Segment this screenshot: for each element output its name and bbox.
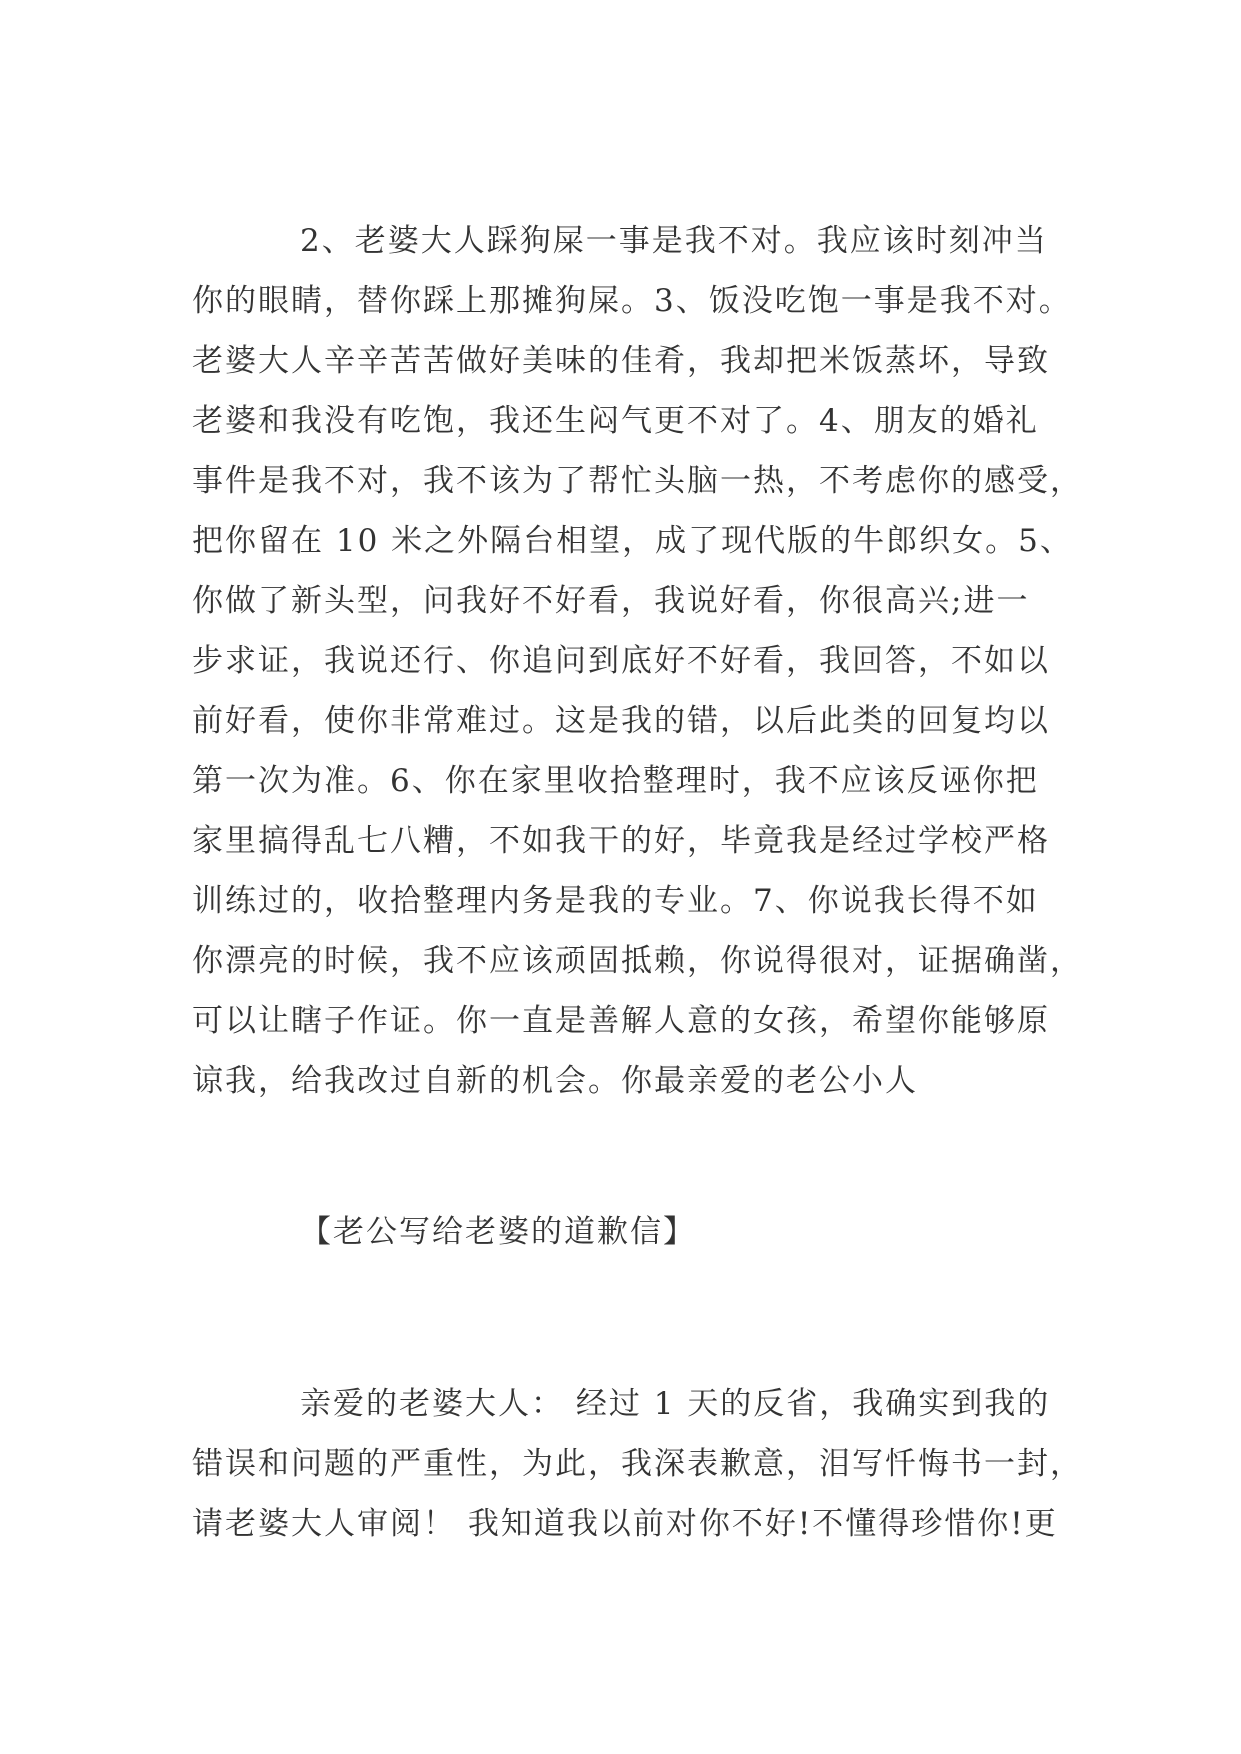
section-heading [300, 1202, 1180, 1262]
text-line: 步求证，我说还行、你追问到底好不好看，我回答，不如以 [192, 643, 1050, 679]
text-line: 第一次为准。6、你在家里收拾整理时，我不应该反诬你把 [192, 763, 1039, 799]
apology-paragraph-1 [192, 211, 1083, 1111]
text-line: 家里搞得乱七八糟，不如我干的好，毕竟我是经过学校严格 [192, 823, 1050, 859]
text-line: 前好看，使你非常难过。这是我的错，以后此类的回复均以 [192, 703, 1050, 739]
text-line: 亲爱的老婆大人： 经过 1 天的反省，我确实到我的 [300, 1386, 1051, 1422]
text-line: 请老婆大人审阅！ 我知道我以前对你不好!不懂得珍惜你!更 [192, 1506, 1058, 1542]
text-line: 你的眼睛，替你踩上那摊狗屎。3、饭没吃饱一事是我不对。 [192, 283, 1072, 319]
apology-paragraph-2 [192, 1374, 1083, 1554]
text-line: 事件是我不对，我不该为了帮忙头脑一热，不考虑你的感受， [192, 463, 1083, 499]
text-line: 可以让瞎子作证。你一直是善解人意的女孩，希望你能够原 [192, 1003, 1050, 1039]
text-line: 2、老婆大人踩狗屎一事是我不对。我应该时刻冲当 [300, 223, 1048, 259]
text-line: 谅我，给我改过自新的机会。你最亲爱的老公小人 [192, 1063, 918, 1099]
text-line: 老婆和我没有吃饱，我还生闷气更不对了。4、朋友的婚礼 [192, 403, 1039, 439]
text-line: 你做了新头型，问我好不好看，我说好看，你很高兴;进一 [192, 583, 1030, 619]
text-line: 你漂亮的时候，我不应该顽固抵赖，你说得很对，证据确凿， [192, 943, 1083, 979]
text-line: 老婆大人辛辛苦苦做好美味的佳肴，我却把米饭蒸坏，导致 [192, 343, 1050, 379]
heading-text: 【老公写给老婆的道歉信】 [300, 1214, 696, 1250]
text-line: 把你留在 10 米之外隔台相望，成了现代版的牛郎织女。5、 [192, 523, 1073, 559]
text-line: 训练过的，收拾整理内务是我的专业。7、你说我长得不如 [192, 883, 1039, 919]
text-line: 错误和问题的严重性，为此，我深表歉意，泪写忏悔书一封， [192, 1446, 1083, 1482]
